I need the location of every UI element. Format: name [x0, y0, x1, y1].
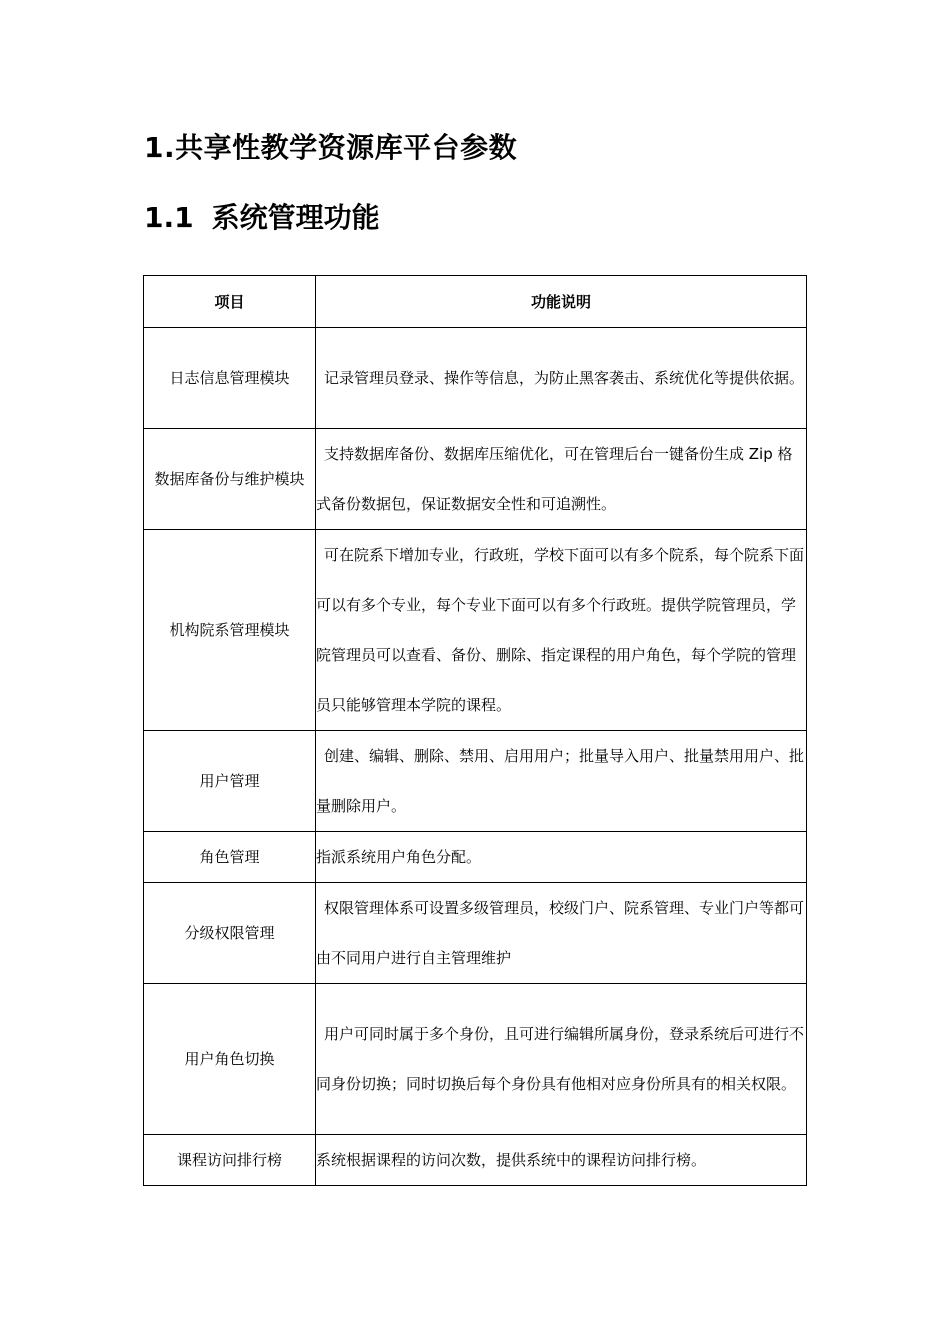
description-text: 用户可同时属于多个身份，且可进行编辑所属身份，登录系统后可进行不同身份切换；同时切换后每个身份具有他相对应身份所具有的相关权限。	[316, 1025, 805, 1093]
row-description	[316, 883, 807, 984]
table-row	[144, 731, 807, 832]
description-text: 权限管理体系可设置多级管理员，校级门户、院系管理、专业门户等都可由不同用户进行自主管理维护	[316, 899, 805, 967]
row-description	[316, 731, 807, 832]
row-description	[316, 530, 807, 731]
row-item-name: 数据库备份与维护模块	[144, 429, 316, 530]
table-header-row	[144, 276, 807, 328]
section-title: 系统管理功能	[211, 201, 380, 234]
row-description	[316, 984, 807, 1135]
row-item-name: 机构院系管理模块	[144, 530, 316, 731]
row-item-name: 用户角色切换	[144, 984, 316, 1135]
row-item-name: 用户管理	[144, 731, 316, 832]
section-heading-1: 1.共享性教学资源库平台参数	[144, 131, 518, 164]
table-row	[144, 832, 807, 883]
table-row	[144, 429, 807, 530]
table-row	[144, 530, 807, 731]
table-row	[144, 984, 807, 1135]
row-description	[316, 1135, 807, 1186]
description-text: 指派系统用户角色分配。	[316, 848, 482, 866]
spec-table	[143, 275, 807, 1186]
description-text: 创建、编辑、删除、禁用、启用用户；批量导入用户、批量禁用用户、批量删除用户。	[316, 747, 805, 815]
row-item-name: 课程访问排行榜	[144, 1135, 316, 1186]
table-row	[144, 1135, 807, 1186]
row-item-name: 分级权限管理	[144, 883, 316, 984]
section-number: 1.1	[144, 201, 194, 234]
section-heading-1-1	[144, 198, 380, 238]
row-description	[316, 832, 807, 883]
header-description: 功能说明	[316, 276, 807, 328]
description-text: 系统根据课程的访问次数，提供系统中的课程访问排行榜。	[316, 1151, 707, 1169]
row-description	[316, 429, 807, 530]
description-text: 记录管理员登录、操作等信息，为防止黑客袭击、系统优化等提供依据。	[324, 369, 805, 387]
table-row	[144, 328, 807, 429]
header-item: 项目	[144, 276, 316, 328]
row-item-name: 角色管理	[144, 832, 316, 883]
row-item-name: 日志信息管理模块	[144, 328, 316, 429]
description-text: 支持数据库备份、数据库压缩优化，可在管理后台一键备份生成 Zip 格式备份数据包，保证数据安全性和可追溯性。	[316, 445, 793, 513]
table-row	[144, 883, 807, 984]
description-text: 可在院系下增加专业，行政班，学校下面可以有多个院系，每个院系下面可以有多个专业，每个专业下面可以有多个行政班。提供学院管理员，学院管理员可以查看、备份、删除、指定课程的用户角色，每个学院的管理员只能够管理本学院的课程。	[316, 546, 805, 714]
row-description	[316, 328, 807, 429]
